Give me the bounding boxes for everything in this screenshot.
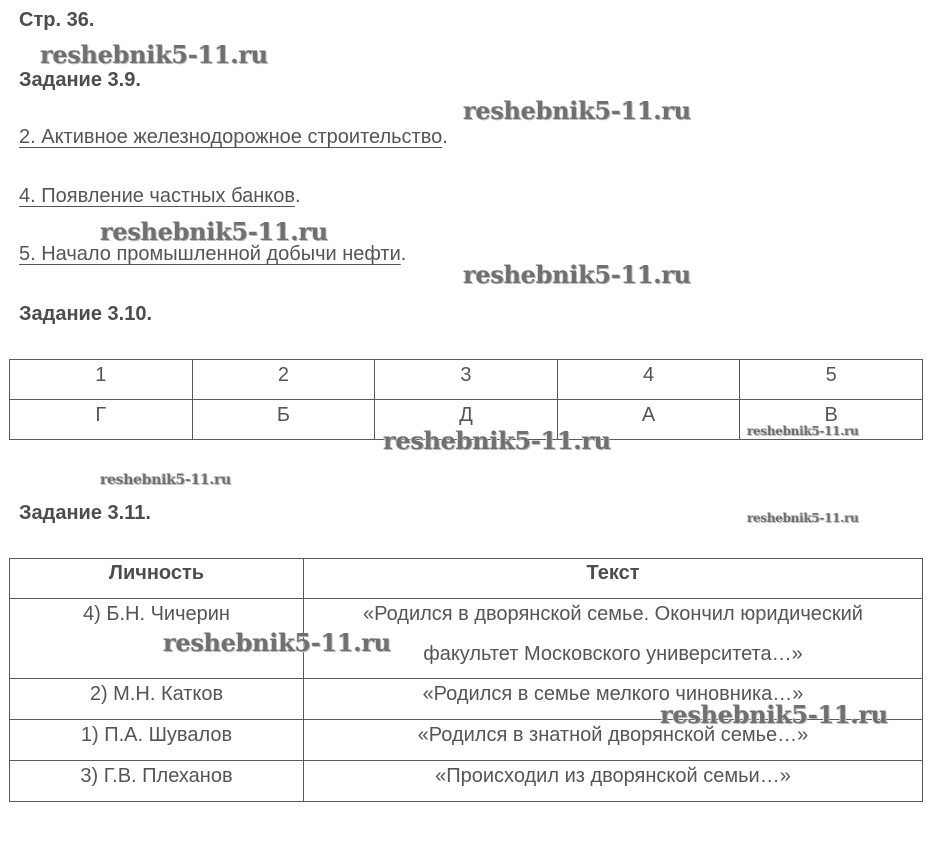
answer-item: 2. Активное железнодорожное строительство. (19, 126, 448, 148)
text-cell: «Родился в семье мелкого чиновника…» (304, 679, 923, 720)
column-header-person: Личность (10, 559, 304, 599)
table-cell: А (557, 400, 740, 440)
table-cell: Д (375, 400, 558, 440)
watermark: reshebnik5-11.ru (100, 217, 328, 246)
table-cell: 1 (10, 360, 193, 400)
watermark: reshebnik5-11.ru (463, 96, 691, 125)
watermark: reshebnik5-11.ru (463, 260, 691, 289)
table-cell: 4 (557, 360, 740, 400)
answer-item: 5. Начало промышленной добычи нефти. (19, 243, 407, 265)
table-cell: Б (192, 400, 375, 440)
column-header-text: Текст (304, 559, 923, 599)
text-cell: «Родился в знатной дворянской семье…» (304, 720, 923, 761)
watermark: reshebnik5-11.ru (383, 426, 611, 455)
table-cell: В (740, 400, 923, 440)
person-cell: 3) Г.В. Плеханов (10, 761, 304, 802)
task-3-10-title: Задание 3.10. (19, 303, 153, 325)
watermark: reshebnik5-11.ru (40, 40, 268, 69)
watermark: reshebnik5-11.ru (747, 511, 859, 525)
watermark: reshebnik5-11.ru (100, 472, 231, 488)
watermark: reshebnik5-11.ru (163, 628, 391, 657)
table-cell: Г (10, 400, 193, 440)
table-header-row (10, 559, 923, 599)
person-cell: 4) Б.Н. Чичерин (10, 599, 304, 679)
table-row (10, 761, 923, 802)
watermark: reshebnik5-11.ru (660, 700, 888, 729)
person-cell: 2) М.Н. Катков (10, 679, 304, 720)
page-label: Стр. 36. (19, 9, 95, 31)
table-cell: 2 (192, 360, 375, 400)
answer-item: 4. Появление частных банков. (19, 185, 301, 207)
table-header-row (10, 360, 923, 400)
task-3-11-title: Задание 3.11. (19, 502, 151, 524)
table-row (10, 599, 923, 679)
person-cell: 1) П.А. Шувалов (10, 720, 304, 761)
answer-table-3-11 (9, 558, 923, 802)
task-3-9-title: Задание 3.9. (19, 69, 141, 91)
watermark: reshebnik5-11.ru (747, 424, 859, 438)
text-cell: «Родился в дворянской семье. Окончил юридический факультет Московского университета…» (304, 599, 923, 679)
table-cell: 5 (740, 360, 923, 400)
table-cell: 3 (375, 360, 558, 400)
text-cell: «Происходил из дворянской семьи…» (304, 761, 923, 802)
